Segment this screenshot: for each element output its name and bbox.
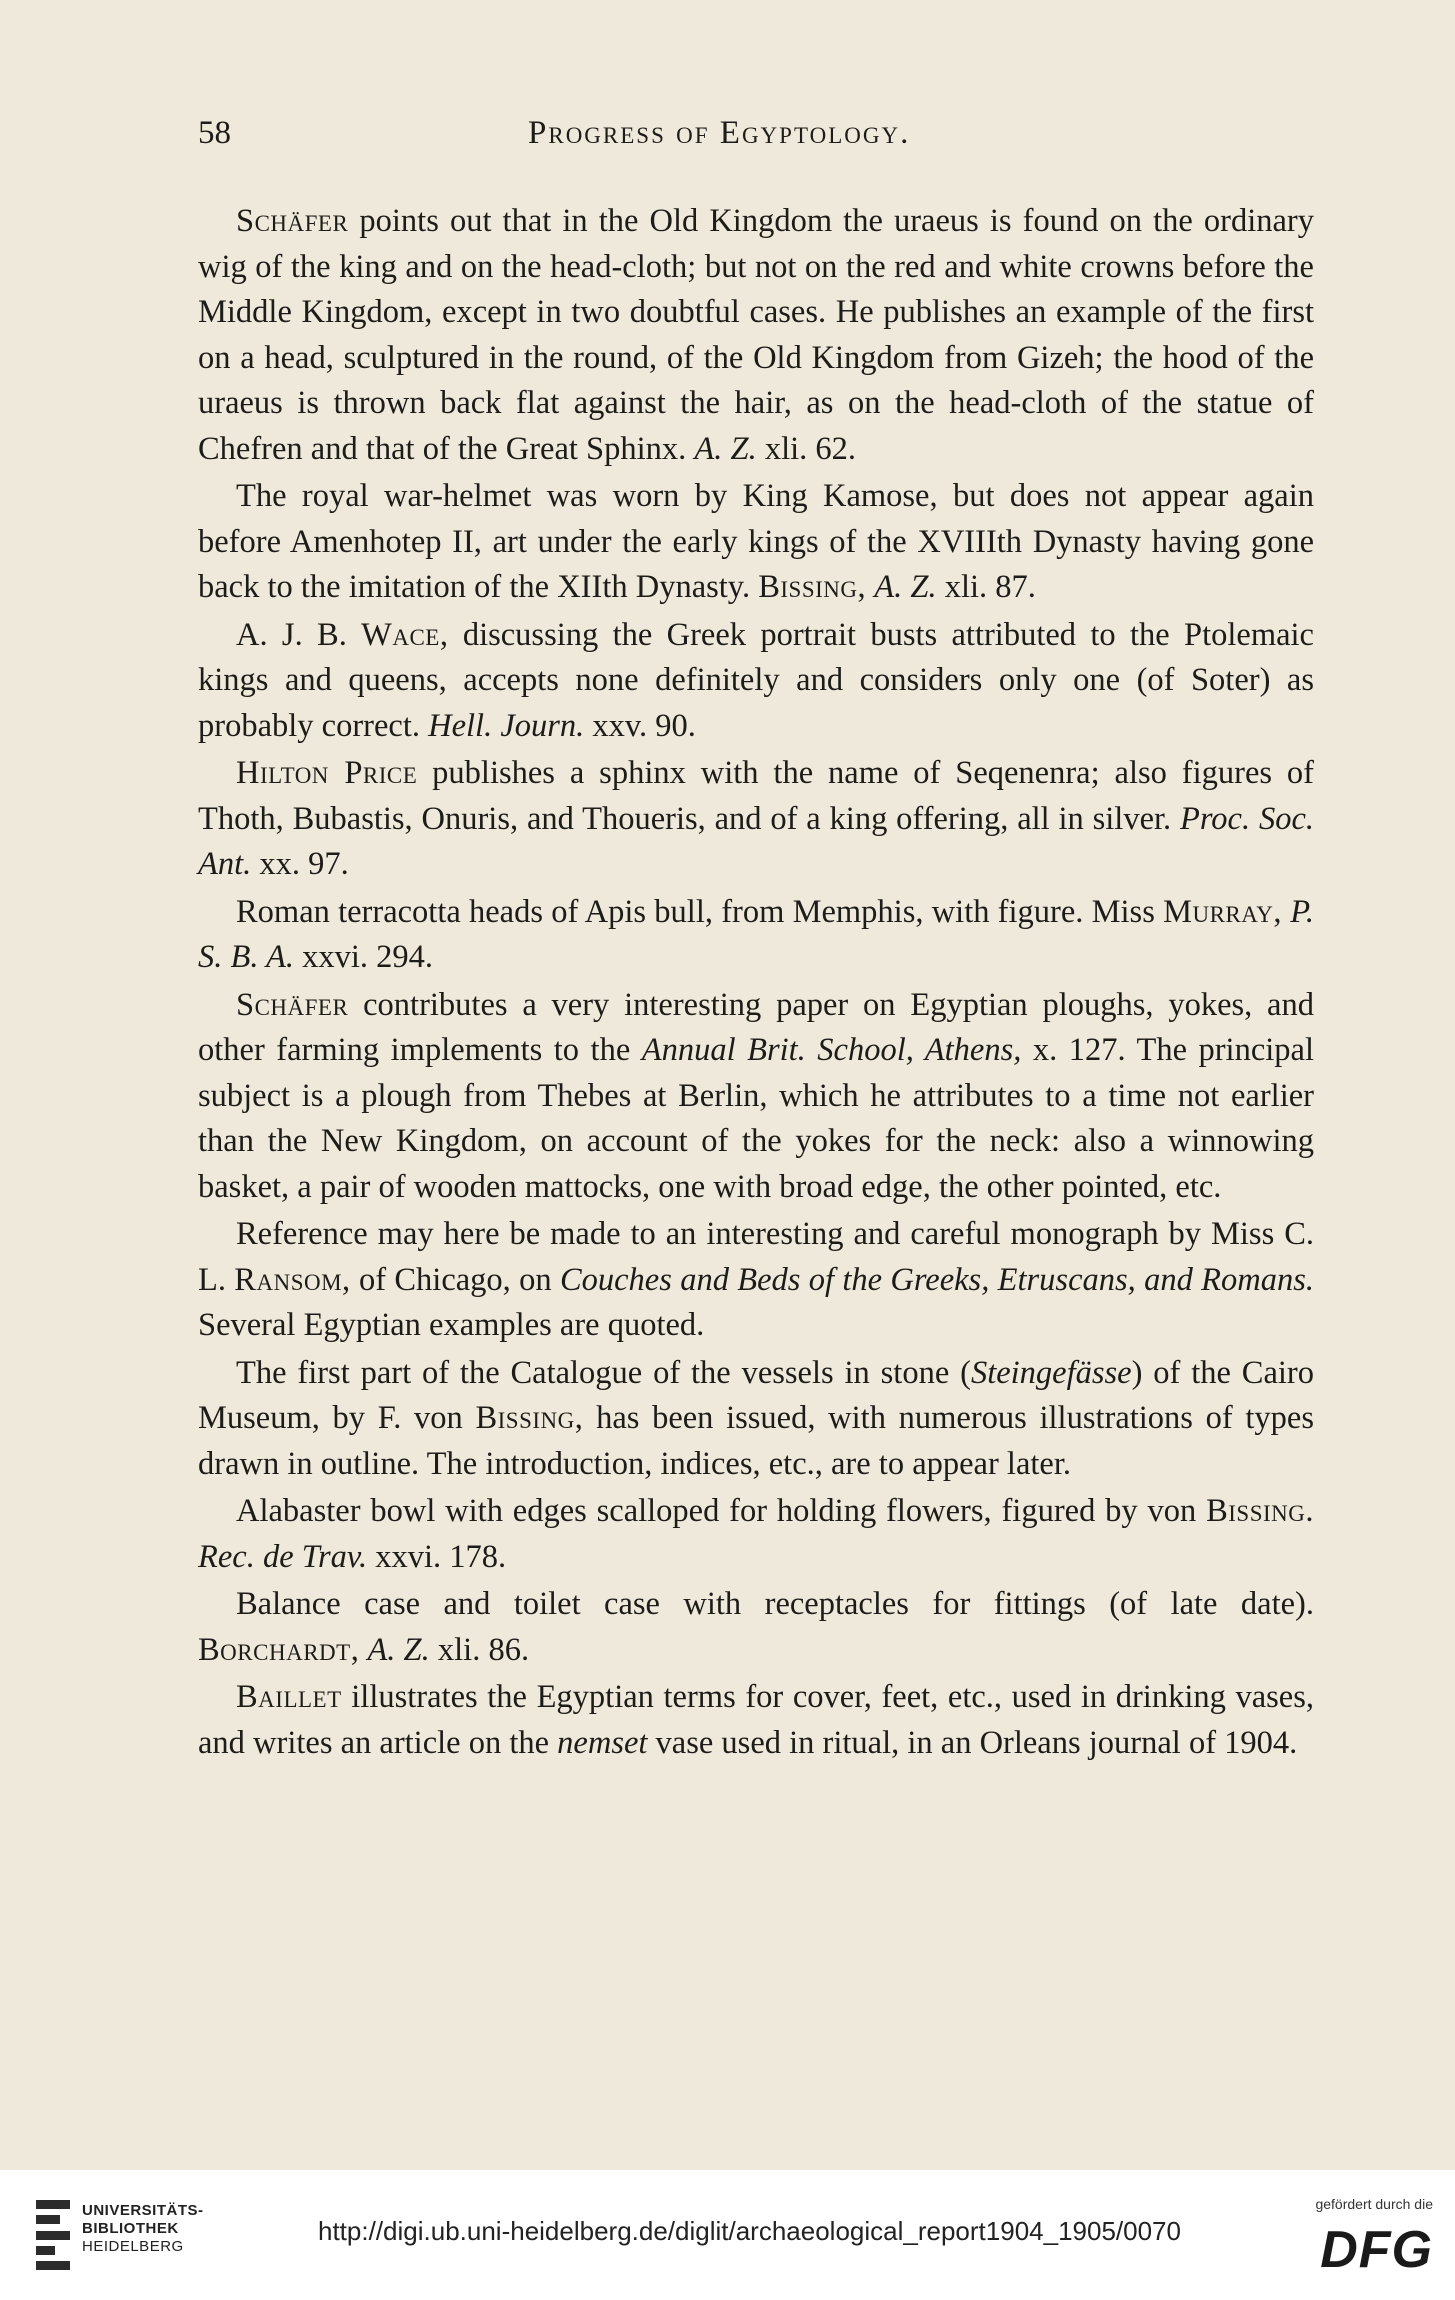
citation: Proc. Soc. Ant. [198, 800, 1314, 882]
author-name: Schäfer [236, 986, 349, 1023]
citation: Couches and Beds of the Greeks, Etruscans, and Romans. [559, 1261, 1314, 1298]
page-number: 58 [198, 115, 231, 151]
paragraph-text: Balance case and toilet case with receptacles for fittings (of late date). [236, 1586, 1314, 1622]
paragraph-text: has been issued, with numerous illustrations of types drawn in outline. The introduction, indices, etc., are to appear later. [198, 1400, 1314, 1482]
citation: P. S. B. A. [198, 893, 1315, 975]
paragraph-text: Alabaster bowl with edges scalloped for holding flowers, figured by von [236, 1493, 1207, 1529]
paragraph-text: xli. 87. [936, 569, 1036, 605]
author-name: Ransom, [234, 1261, 351, 1298]
paragraph-apis-heads [198, 890, 1314, 981]
paragraph-text: ) of the Cairo Museum, by F. von [198, 1354, 1314, 1436]
dfg-logo: DFG [1320, 2221, 1433, 2279]
paragraph-balance-case [198, 1582, 1314, 1673]
citation: Hell. Journ. [428, 707, 585, 744]
paragraph-text: Reference may here be made to an interesting and careful monograph by Miss C. L. [198, 1216, 1314, 1298]
paragraph-text: xli. 86. [429, 1631, 530, 1668]
library-name [82, 2202, 204, 2256]
citation: Steingefässe [970, 1354, 1132, 1391]
citation: A. Z. [694, 430, 757, 467]
paragraph-text: xli. 62. [756, 430, 857, 467]
author-name: Borchardt, [198, 1631, 360, 1668]
running-title: Progress of Egyptology. [528, 115, 911, 151]
paragraph-text: vase used in ritual, in an Orleans journal of 1904. [647, 1724, 1298, 1761]
paragraph-baillet [198, 1675, 1314, 1766]
digitization-footer [0, 2170, 1455, 2300]
paragraph-schafer-uraeus [198, 199, 1314, 472]
paragraph-ransom-monograph [198, 1212, 1314, 1349]
paragraph-text: xxvi. 294. [294, 939, 434, 975]
running-head [198, 115, 1314, 187]
paragraph-text: Several Egyptian examples are quoted. [198, 1307, 705, 1343]
author-name: Wace, [361, 616, 449, 653]
author-name: Murray, [1163, 893, 1282, 930]
text-block [198, 115, 1314, 1768]
citation: Annual Brit. School, Athens, [641, 1032, 1022, 1068]
author-name: Baillet [236, 1679, 342, 1715]
permalink-url[interactable]: http://digi.ub.uni-heidelberg.de/diglit/archaeological_report1904_1905/0070 [318, 2216, 1181, 2246]
library-logo-icon [36, 2200, 70, 2270]
paragraph-wace-busts [198, 613, 1314, 750]
paragraph-war-helmet [198, 474, 1314, 611]
citation: A. Z. [874, 569, 937, 605]
spacer-text [1282, 894, 1290, 930]
italic-term: nemset [557, 1724, 648, 1761]
paragraph-hilton-price [198, 751, 1314, 888]
paragraph-text: xxvi. 178. [367, 1538, 507, 1575]
author-name: Bissing, [475, 1400, 584, 1436]
paragraph-text: publishes a sphinx with the name of Seqenenra; also figures of Thoth, Bubastis, Onuris, and Thoueris, and of a king offering, all in silver. [198, 755, 1314, 837]
paragraph-text: The royal war-helmet was worn by King Kamose, but does not appear again before Amenhotep II, art under the early kings of the XVIIIth Dynasty having gone back to the imitation of the XIIth Dynasty. [198, 478, 1314, 605]
citation: A. Z. [367, 1631, 430, 1668]
paragraph-text: xxv. 90. [584, 707, 696, 744]
paragraph-schafer-ploughs [198, 983, 1314, 1211]
paragraph-text: The first part of the Catalogue of the vessels in stone ( [236, 1354, 971, 1391]
author-name: Schäfer [236, 203, 349, 239]
paragraph-alabaster-bowl [198, 1489, 1314, 1580]
paragraph-text: points out that in the Old Kingdom the uraeus is found on the ordinary wig of the king and on the head-cloth; but not on the red and white crowns before the Middle Kingdom, except in two doubtful cases. He publishes an example of the first on a head, sculptured in the round, of the Old Kingdom from Gizeh; the hood of the uraeus is thrown back flat against the hair, as on the head-cloth of the statue of Chefren and that of the Great Sphinx. [198, 203, 1314, 467]
paragraph-text: x. 127. The principal subject is a plough from Thebes at Berlin, which he attributes to a time not earlier than the New Kingdom, on account of the yokes for the neck: also a winnowing basket, a pair of wooden mattocks, one with broad edge, the other pointed, etc. [198, 1032, 1314, 1205]
paragraph-text: Roman terracotta heads of Apis bull, from Memphis, with figure. Miss [236, 893, 1164, 930]
author-name: Bissing. [1206, 1493, 1314, 1529]
library-name-line: HEIDELBERG [82, 2238, 184, 2255]
citation: Rec. de Trav. [198, 1538, 368, 1575]
library-name-line: BIBLIOTHEK [82, 2220, 179, 2237]
paragraph-text: discussing the Greek portrait busts attributed to the Ptolemaic kings and queens, accepts none definitely and considers only one (of Soter) as probably correct. [198, 616, 1314, 744]
author-name: Hilton Price [236, 755, 418, 791]
author-name: Bissing, [758, 569, 867, 605]
funding-caption: gefördert durch die [1315, 2196, 1433, 2212]
paragraph-text: of Chicago, on [350, 1261, 560, 1298]
paragraph-text: contributes a very interesting paper on Egyptian ploughs, yokes, and other farming implements to the [198, 986, 1314, 1068]
paragraph-text: illustrates the Egyptian terms for cover, feet, etc., used in drinking vases, and writes an article on the [198, 1679, 1314, 1761]
library-name-line: UNIVERSITÄTS- [82, 2202, 204, 2219]
paragraph-text: A. J. B. [236, 616, 362, 653]
paragraph-text: xx. 97. [251, 846, 349, 882]
paragraph-cairo-catalogue [198, 1351, 1314, 1488]
